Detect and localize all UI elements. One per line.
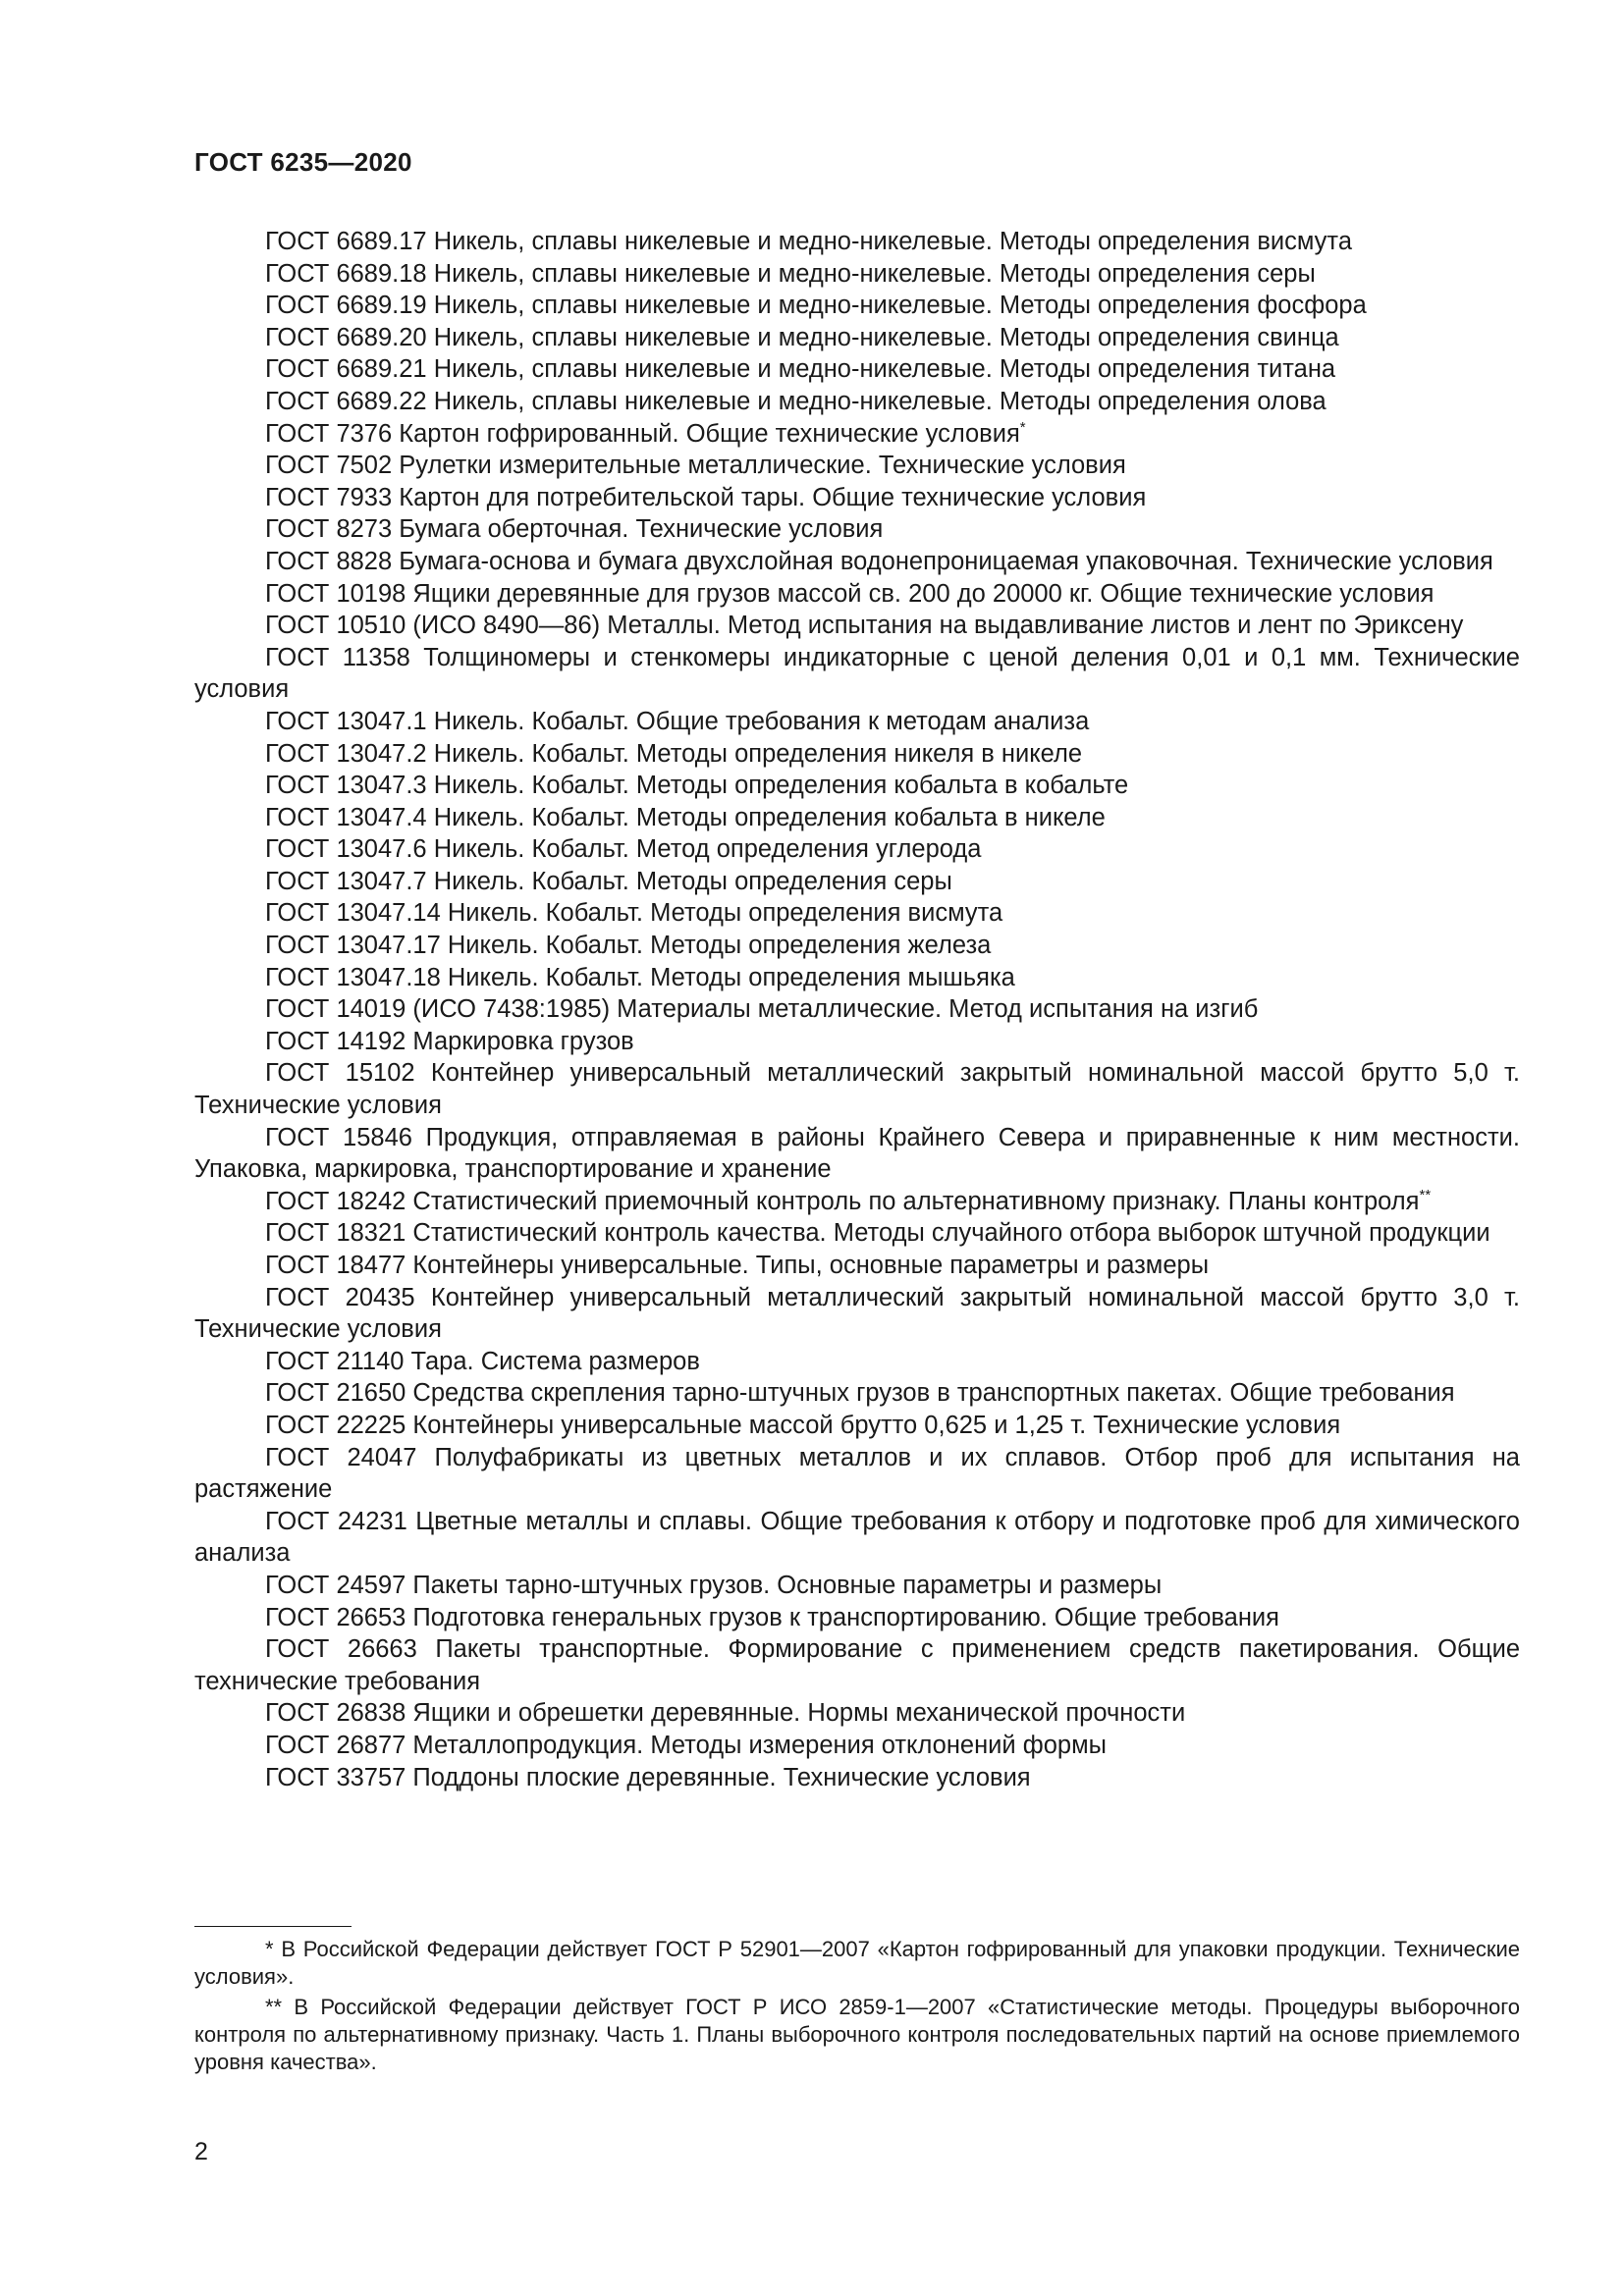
footnote-item bbox=[194, 1994, 1520, 2076]
reference-text: ГОСТ 14192 Маркировка грузов bbox=[265, 1027, 634, 1055]
reference-text: ГОСТ 14019 (ИСО 7438:1985) Материалы металлические. Метод испытания на изгиб bbox=[265, 995, 1259, 1024]
reference-item bbox=[194, 353, 1520, 386]
reference-item bbox=[194, 1410, 1520, 1442]
reference-text: ГОСТ 13047.7 Никель. Кобальт. Методы определения серы bbox=[265, 867, 952, 895]
reference-text: ГОСТ 11358 Толщиномеры и стенкомеры индикаторные с ценой деления 0,01 и 0,1 мм. Технические условия bbox=[194, 643, 1520, 704]
reference-item bbox=[194, 897, 1520, 930]
reference-item bbox=[194, 1217, 1520, 1250]
footnote-text: В Российской Федерации действует ГОСТ Р ИСО 2859-1—2007 «Статистические методы. Процедуры выборочного контроля по альтернативному признаку. Часть 1. Планы выборочного контроля последовательных партий на основе приемлемого уровня качества». bbox=[194, 1995, 1520, 2074]
footnote-marker: * bbox=[1019, 418, 1026, 436]
reference-text: ГОСТ 13047.4 Никель. Кобальт. Методы определения кобальта в никеле bbox=[265, 803, 1106, 831]
reference-item bbox=[194, 1762, 1520, 1794]
reference-text: ГОСТ 13047.18 Никель. Кобальт. Методы определения мышьяка bbox=[265, 963, 1015, 991]
reference-text: ГОСТ 22225 Контейнеры универсальные массой брутто 0,625 и 1,25 т. Технические условия bbox=[265, 1411, 1341, 1439]
footnote-separator bbox=[194, 1926, 352, 1927]
footnote-marker: * bbox=[265, 1937, 274, 1961]
reference-item bbox=[194, 513, 1520, 546]
reference-item bbox=[194, 482, 1520, 514]
reference-item bbox=[194, 450, 1520, 482]
reference-item bbox=[194, 1346, 1520, 1378]
reference-item bbox=[194, 1633, 1520, 1697]
reference-text: ГОСТ 20435 Контейнер универсальный металлический закрытый номинальной массой брутто 3,0 т. Технические условия bbox=[194, 1283, 1520, 1344]
footnote-text: В Российской Федерации действует ГОСТ Р 52901—2007 «Картон гофрированный для упаковки продукции. Технические условия». bbox=[194, 1937, 1520, 1989]
reference-text: ГОСТ 6689.19 Никель, сплавы никелевые и медно-никелевые. Методы определения фосфора bbox=[265, 292, 1367, 320]
reference-item bbox=[194, 1057, 1520, 1121]
page-number: 2 bbox=[194, 2138, 208, 2165]
reference-item bbox=[194, 290, 1520, 322]
reference-text: ГОСТ 24597 Пакеты тарно-штучных грузов. Основные параметры и размеры bbox=[265, 1571, 1163, 1599]
reference-item bbox=[194, 1122, 1520, 1186]
reference-text: ГОСТ 26838 Ящики и обрешетки деревянные. Нормы механической прочности bbox=[265, 1699, 1186, 1728]
reference-text: ГОСТ 7933 Картон для потребительской тары. Общие технические условия bbox=[265, 483, 1147, 511]
reference-text: ГОСТ 7376 Картон гофрированный. Общие технические условия bbox=[265, 419, 1020, 448]
reference-text: ГОСТ 26877 Металлопродукция. Методы измерения отклонений формы bbox=[265, 1731, 1107, 1759]
reference-text: ГОСТ 26663 Пакеты транспортные. Формирование с применением средств пакетирования. Общие технические требования bbox=[194, 1635, 1520, 1695]
reference-text: ГОСТ 10510 (ИСО 8490—86) Металлы. Метод испытания на выдавливание листов и лент по Эриксену bbox=[265, 612, 1464, 640]
reference-text: ГОСТ 13047.2 Никель. Кобальт. Методы определения никеля в никеле bbox=[265, 739, 1083, 768]
reference-text: ГОСТ 15102 Контейнер универсальный металлический закрытый номинальной массой брутто 5,0 т. Технические условия bbox=[194, 1059, 1520, 1120]
reference-text: ГОСТ 6689.18 Никель, сплавы никелевые и медно-никелевые. Методы определения серы bbox=[265, 259, 1316, 288]
reference-item bbox=[194, 993, 1520, 1026]
reference-text: ГОСТ 18321 Статистический контроль качества. Методы случайного отбора выборок штучной продукции bbox=[265, 1219, 1490, 1248]
reference-text: ГОСТ 13047.6 Никель. Кобальт. Метод определения углерода bbox=[265, 835, 982, 864]
reference-text: ГОСТ 15846 Продукция, отправляемая в районы Крайнего Севера и приравненные к ним местности. Упаковка, маркировка, транспортирование и хранение bbox=[194, 1123, 1520, 1184]
reference-text: ГОСТ 33757 Поддоны плоские деревянные. Технические условия bbox=[265, 1763, 1031, 1791]
reference-item bbox=[194, 1697, 1520, 1730]
reference-item bbox=[194, 1570, 1520, 1602]
reference-text: ГОСТ 21140 Тара. Система размеров bbox=[265, 1347, 700, 1375]
reference-text: ГОСТ 21650 Средства скрепления тарно-штучных грузов в транспортных пакетах. Общие требования bbox=[265, 1379, 1455, 1408]
reference-item bbox=[194, 1602, 1520, 1634]
reference-text: ГОСТ 6689.20 Никель, сплавы никелевые и медно-никелевые. Методы определения свинца bbox=[265, 323, 1339, 351]
reference-text: ГОСТ 13047.3 Никель. Кобальт. Методы определения кобальта в кобальте bbox=[265, 772, 1129, 800]
reference-item bbox=[194, 866, 1520, 898]
reference-item bbox=[194, 226, 1520, 258]
reference-text: ГОСТ 7502 Рулетки измерительные металлические. Технические условия bbox=[265, 452, 1126, 480]
reference-item bbox=[194, 578, 1520, 611]
reference-item bbox=[194, 833, 1520, 866]
reference-item bbox=[194, 930, 1520, 962]
footnotes bbox=[194, 1936, 1520, 2079]
reference-text: ГОСТ 13047.14 Никель. Кобальт. Методы определения висмута bbox=[265, 899, 1003, 928]
reference-item bbox=[194, 738, 1520, 771]
reference-text: ГОСТ 13047.1 Никель. Кобальт. Общие требования к методам анализа bbox=[265, 707, 1090, 735]
reference-item bbox=[194, 1730, 1520, 1762]
reference-item bbox=[194, 770, 1520, 802]
reference-text: ГОСТ 6689.17 Никель, сплавы никелевые и медно-никелевые. Методы определения висмута bbox=[265, 228, 1353, 255]
reference-item bbox=[194, 1282, 1520, 1346]
footnote-item bbox=[194, 1936, 1520, 1991]
reference-text: ГОСТ 10198 Ящики деревянные для грузов массой св. 200 до 20000 кг. Общие технические условия bbox=[265, 579, 1435, 608]
reference-item bbox=[194, 1250, 1520, 1282]
reference-text: ГОСТ 6689.22 Никель, сплавы никелевые и медно-никелевые. Методы определения олова bbox=[265, 387, 1326, 415]
reference-item bbox=[194, 610, 1520, 642]
reference-item bbox=[194, 1506, 1520, 1570]
reference-text: ГОСТ 13047.17 Никель. Кобальт. Методы определения железа bbox=[265, 932, 992, 960]
reference-item bbox=[194, 706, 1520, 738]
reference-text: ГОСТ 18477 Контейнеры универсальные. Типы, основные параметры и размеры bbox=[265, 1252, 1210, 1279]
reference-text: ГОСТ 8273 Бумага оберточная. Технические условия bbox=[265, 515, 884, 544]
normative-references-list bbox=[194, 226, 1520, 1793]
reference-item bbox=[194, 1186, 1520, 1218]
footnote-marker: ** bbox=[1419, 1186, 1432, 1203]
reference-item bbox=[194, 386, 1520, 418]
reference-text: ГОСТ 6689.21 Никель, сплавы никелевые и медно-никелевые. Методы определения титана bbox=[265, 355, 1336, 384]
reference-text: ГОСТ 24047 Полуфабрикаты из цветных металлов и их сплавов. Отбор проб для испытания на растяжение bbox=[194, 1443, 1520, 1504]
reference-item bbox=[194, 1377, 1520, 1410]
reference-item bbox=[194, 546, 1520, 578]
reference-item bbox=[194, 642, 1520, 706]
reference-item bbox=[194, 1026, 1520, 1058]
reference-item bbox=[194, 1442, 1520, 1506]
reference-item bbox=[194, 258, 1520, 291]
reference-text: ГОСТ 24231 Цветные металлы и сплавы. Общие требования к отбору и подготовке проб для химического анализа bbox=[194, 1507, 1520, 1568]
reference-item bbox=[194, 802, 1520, 834]
reference-text: ГОСТ 26653 Подготовка генеральных грузов к транспортированию. Общие требования bbox=[265, 1603, 1279, 1631]
reference-text: ГОСТ 8828 Бумага-основа и бумага двухслойная водонепроницаемая упаковочная. Технические условия bbox=[265, 547, 1493, 575]
reference-item bbox=[194, 962, 1520, 994]
footnote-marker: ** bbox=[265, 1995, 283, 2019]
reference-item bbox=[194, 418, 1520, 451]
reference-item bbox=[194, 322, 1520, 354]
reference-text: ГОСТ 18242 Статистический приемочный контроль по альтернативному признаку. Планы контроля bbox=[265, 1187, 1420, 1215]
document-header: ГОСТ 6235—2020 bbox=[194, 147, 412, 177]
